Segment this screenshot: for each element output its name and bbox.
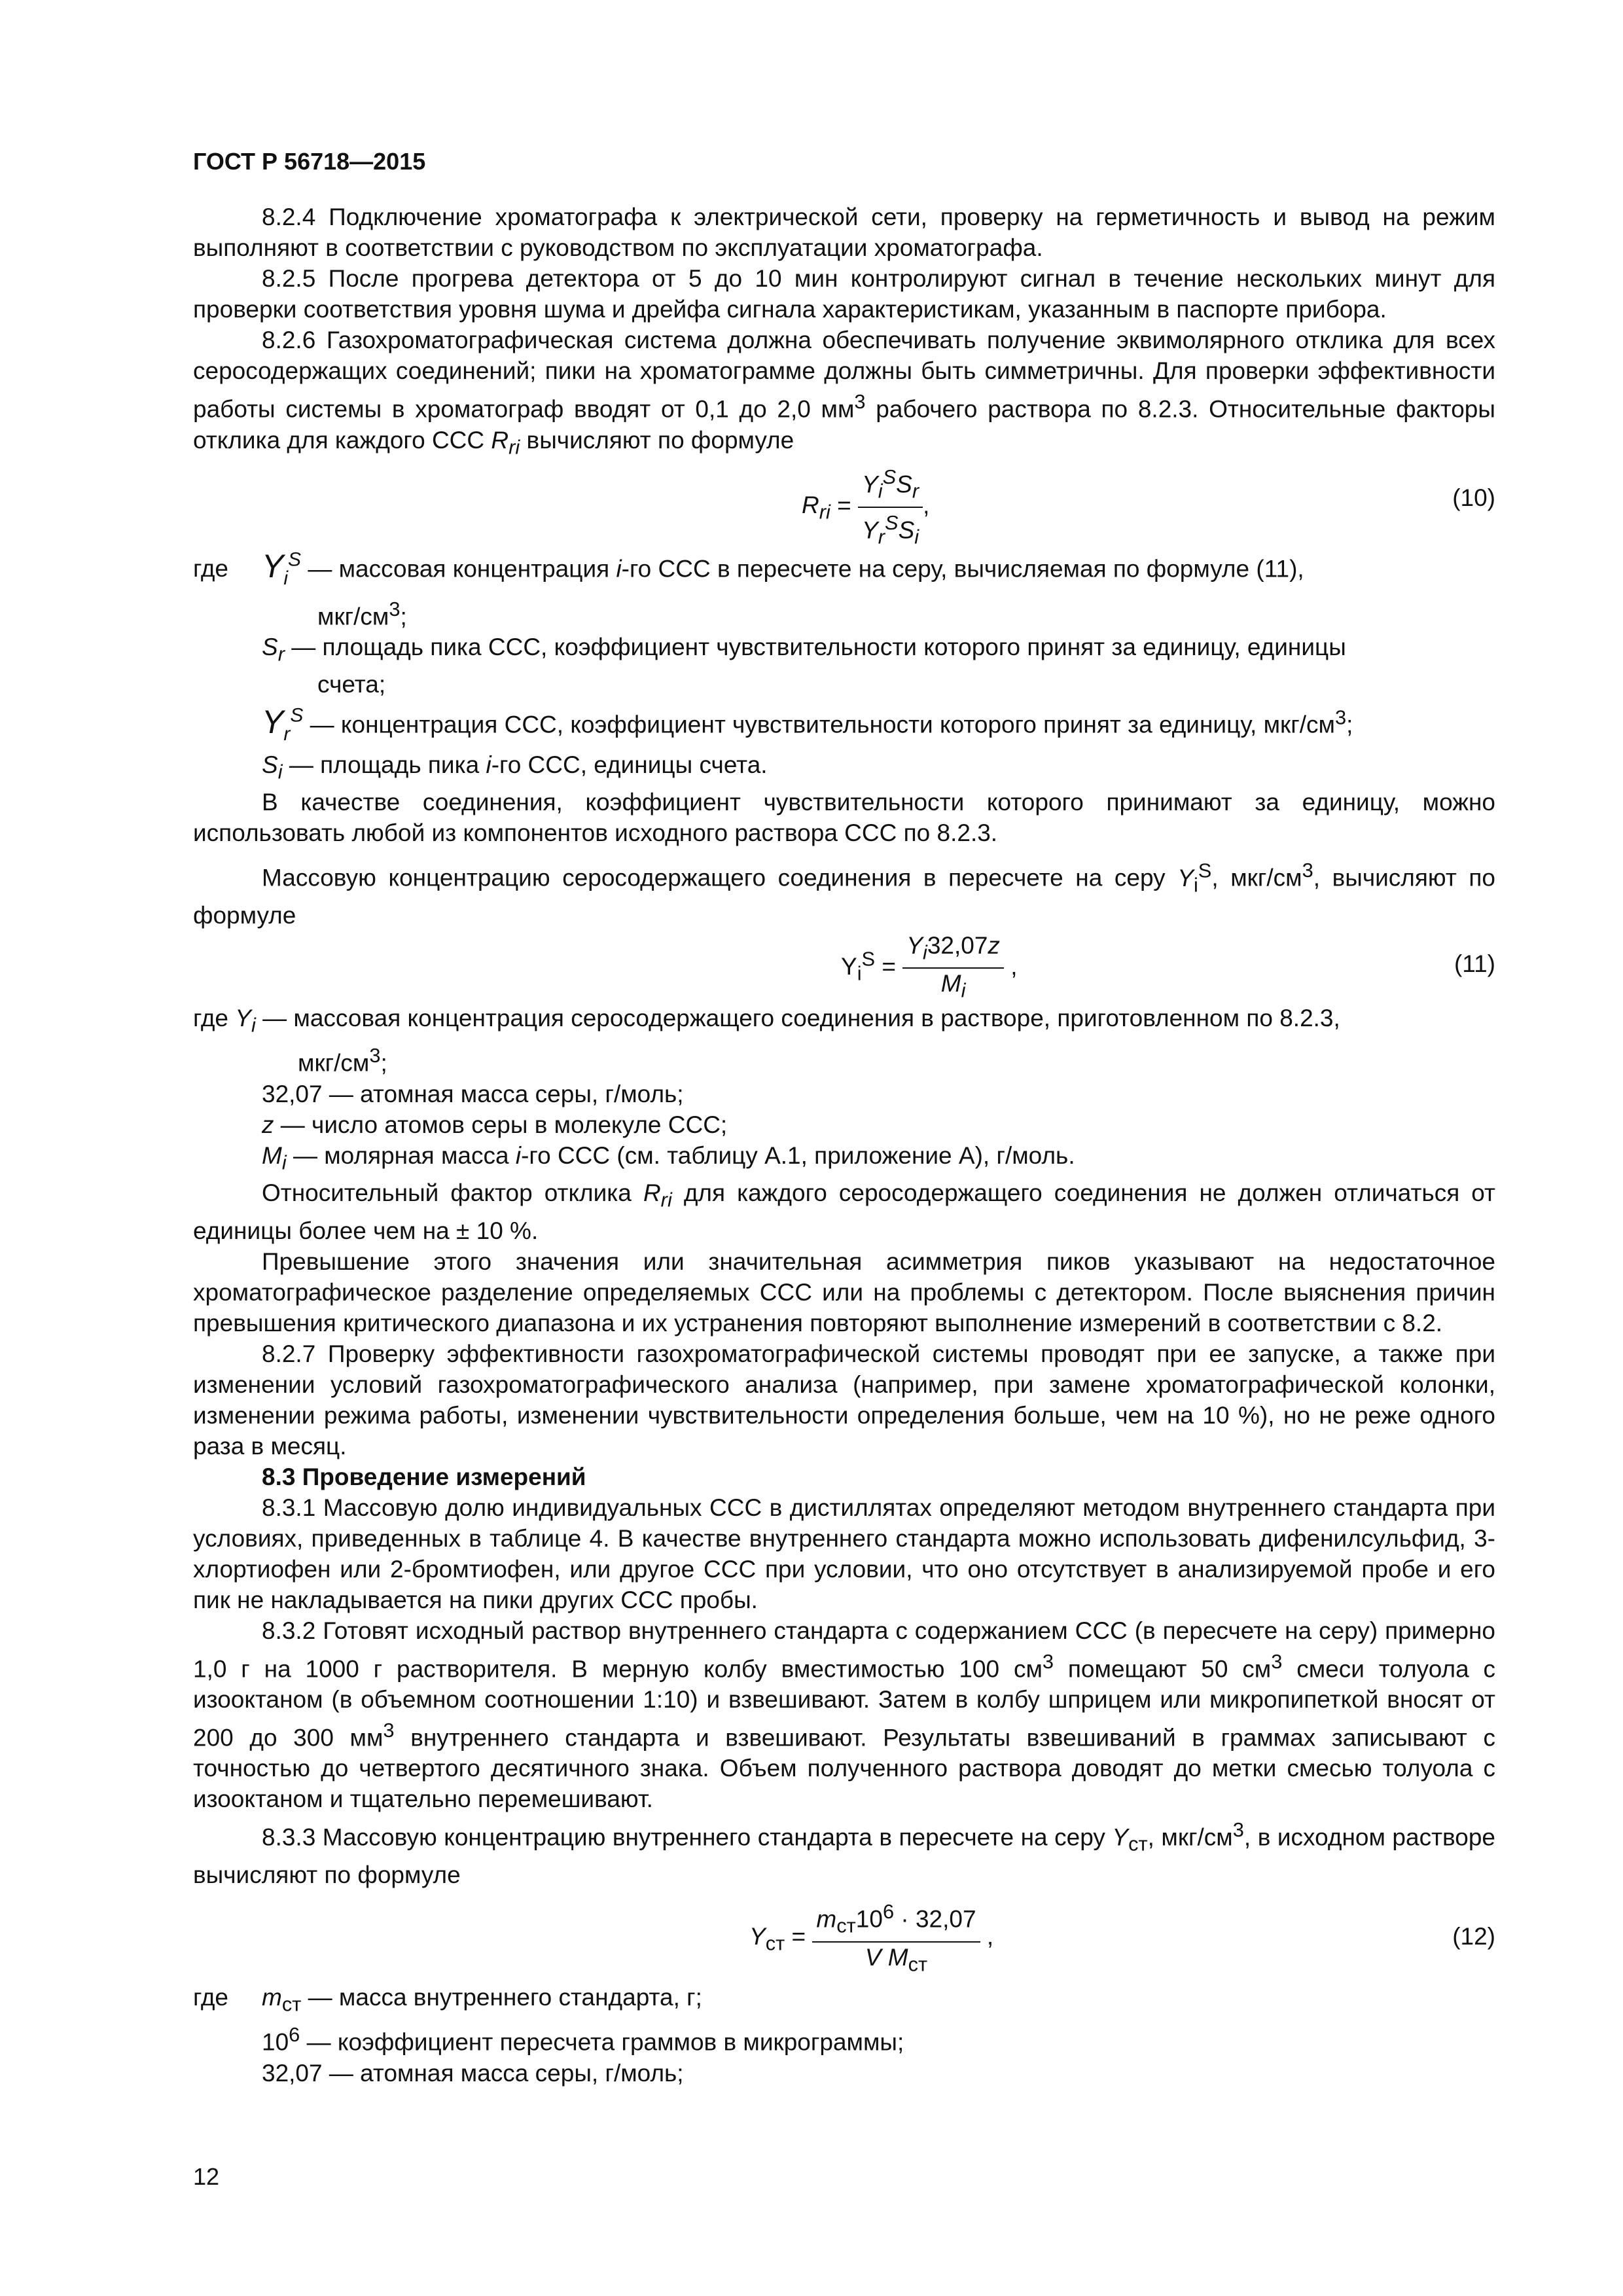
paragraph-mass-concentration: Массовую концентрацию серосодержащего соединения в пересчете на серу $Y_i^S$, мкг/$см^3$, вычисляют по формуле <box>193 859 1496 929</box>
paragraph-8-2-7: 8.2.7 Проверку эффективности газохроматографической системы проводят при ее запуске, а также при изменении условий газохроматографического анализа (например, при замене хроматографической колонки, изменении режима работы, изменении чувствительности определения больше, чем на 10 %), но не реже одного раза в месяц. <box>193 1340 1495 1460</box>
paragraph-8-2-6: 8.2.6 Газохроматографическая система должна обеспечивать получение эквимолярного отклика для всех серосодержащих соединений; пики на хроматограмме должны быть симметричны. Для проверки эффективности работы системы в хроматограф вводят от 0,1 до 2,0 $мм^3$ рабочего раствора по 8.2.3. Относительные факторы отклика для каждого ССС $R_{ri}$ вычисляют по формуле <box>193 327 1495 458</box>
formula-11-number: (11) <box>1454 950 1495 978</box>
formula-12-number: (12) <box>1452 1922 1495 1950</box>
paragraph-8-3-2: 8.3.2 Готовят исходный раствор внутреннего стандарта с содержанием ССС (в пересчете на серу) примерно 1,0 г на 1000 г растворителя. В мерную колбу вместимостью 100 $см^3$ помещают 50 $см^3$ смеси толуола с изооктаном (в объемном соотношении 1:10) и взвешивают. Затем в колбу шприцем или микропипеткой вносят от 200 до 300 $мм^3$ внутреннего стандарта и взвешивают. Результаты взвешиваний в граммах записывают с точностью до четвертого десятичного знака. Объем полученного раствора доводят до метки смесью толуола с изооктаном и тщательно перемешивают. <box>193 1617 1495 1813</box>
formula-10-legend: где $Y_i^S$ — массовая концентрация i-го ССС в пересчете на серу, вычисляемая по формуле (11), мкг/$см^3$; $S_r$ — площадь пика ССС, коэффициент чувствительности которого принят за единицу, единицы счета; $Y_r^S$ — концентрация ССС, коэффициент чувствительности которого принят за единицу, мкг/$см^3$; $S_i$ — площадь пика i-го ССС, единицы счета. <box>193 547 1353 783</box>
paragraph-8-2-4: 8.2.4 Подключение хроматографа к электрической сети, проверку на герметичность и вывод на режим выполняют в соответствии с руководством по эксплуатации хроматографа. <box>193 204 1495 262</box>
paragraph-exceed: Превышение этого значения или значительная асимметрия пиков указывают на недостаточное хроматографическое разделение определяемых ССС или на проблемы с детектором. После выяснения причин превышения критического диапазона и их устранения повторяют выполнение измерений в соответствии с 8.2. <box>193 1247 1495 1336</box>
paragraph-8-2-5: 8.2.5 После прогрева детектора от 5 до 10 мин контролируют сигнал в течение нескольких минут для проверки соответствия уровня шума и дрейфа сигнала характеристикам, указанным в паспорте прибора. <box>193 265 1495 323</box>
document-page <box>193 147 1495 2089</box>
paragraph-compound: В качестве соединения, коэффициент чувствительности которого принимают за единицу, можно использовать любой из компонентов исходного раствора ССС по 8.2.3. <box>193 789 1495 847</box>
formula-10: $R_{ri}$ = $\frac{Y_i^SS_r}{Y_r^SS_i}$ , (10) <box>193 462 1495 544</box>
page-number: 12 <box>193 2163 220 2190</box>
formula-12-legend: где $m_{ст}$ — масса внутреннего стандарта, г; $10^6$ — коэффициент пересчета граммов в микрограммы; 32,07 — атомная масса серы, г/моль; <box>193 1983 904 2087</box>
formula-10-number: (10) <box>1452 484 1495 511</box>
paragraph-8-3-1: 8.3.1 Массовую долю индивидуальных ССС в дистиллятах определяют методом внутреннего стандарта при условиях, приведенных в таблице 4. В качестве внутреннего стандарта можно использовать дифенилсульфид, 3-хлортиофен или 2-бромтиофен, или другое ССС при условии, что оно отсутствует в анализируемой пробе и его пик не накладывается на пики других ССС пробы. <box>193 1494 1495 1613</box>
formula-11: $Y_i^S$ = $\frac{Y_i32,07z}{M_i}$ , (11) <box>841 932 1495 1002</box>
formula-12: $Y_{ст}$ = $\frac{m_{ст}10^6 \cdot 32,07}{V M_{ст}}$ , (12) <box>193 1897 1495 1982</box>
paragraph-response-factor: Относительный фактор отклика $R_{ri}$ для каждого серосодержащего соединения не должен отличаться от единицы более чем на ± 10 %. <box>193 1179 1495 1244</box>
document-id: ГОСТ Р 56718—2015 <box>193 148 426 175</box>
formula-11-legend: где $Y_i$ — массовая концентрация серосодержащего соединения в растворе, приготовленном по 8.2.3, мкг/$см^3$; 32,07 — атомная масса серы, г/моль; z — число атомов серы в молекуле ССС; $M_i$ — молярная масса i-го ССС (см. таблицу А.1, приложение А), г/моль. <box>193 1005 1340 1174</box>
paragraph-8-3-3: 8.3.3 Массовую концентрацию внутреннего стандарта в пересчете на серу $Y_{ст}$, мкг/$см^3$, в исходном растворе вычисляют по формуле <box>193 1818 1496 1888</box>
section-heading-8-3: 8.3 Проведение измерений <box>262 1463 586 1490</box>
